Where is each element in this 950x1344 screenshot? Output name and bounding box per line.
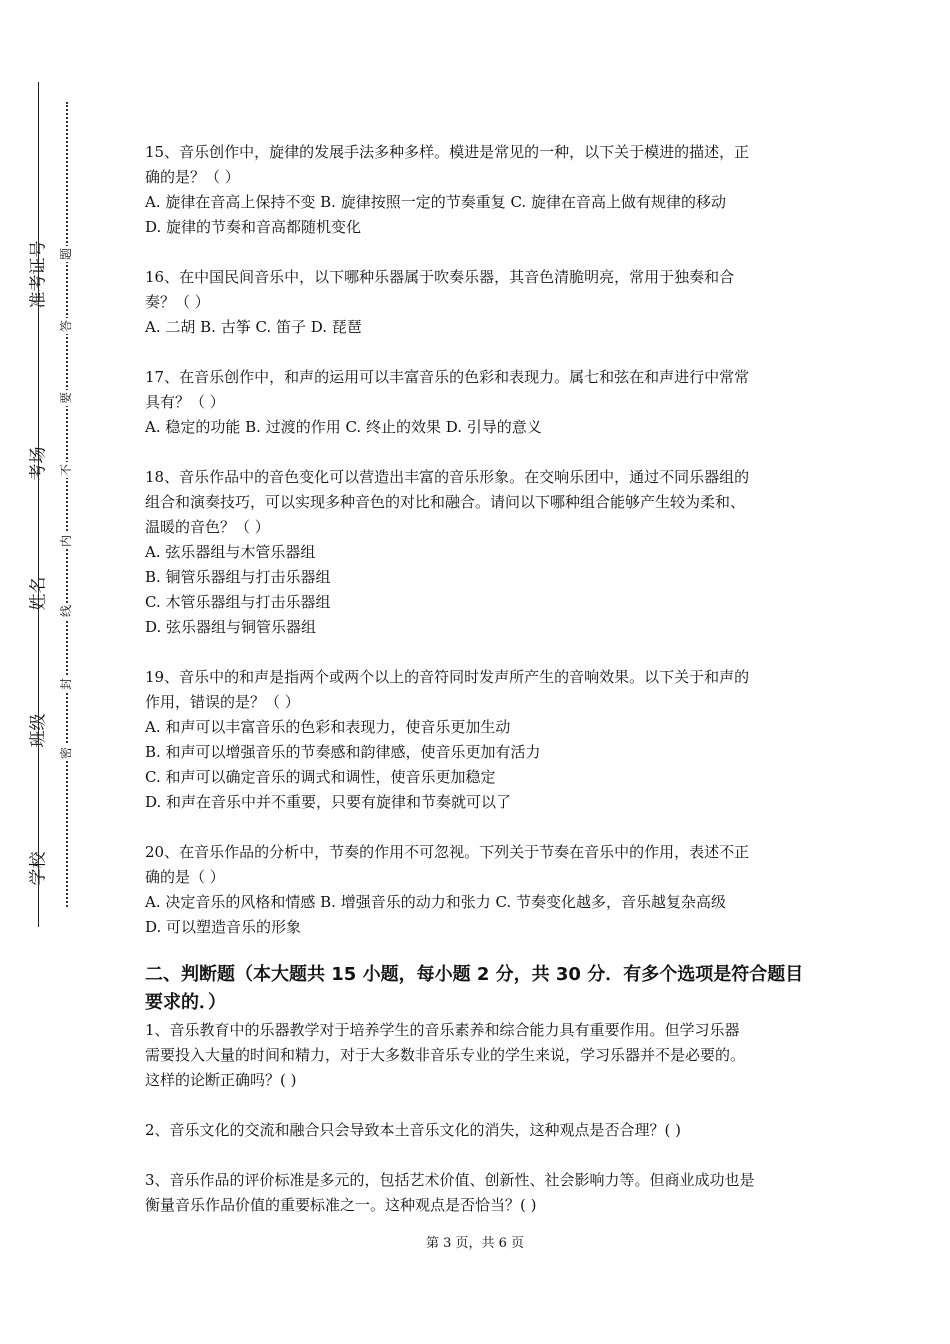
question-line: 1、音乐教育中的乐器教学对于培养学生的音乐素养和综合能力具有重要作用。但学习乐器 [145, 1021, 740, 1039]
question-20 [145, 840, 810, 940]
label-exam-id: 准考证号 [28, 240, 49, 309]
question-line: 作用，错误的是？（ ） [145, 693, 300, 711]
question-line: 18、音乐作品中的音色变化可以营造出丰富的音乐形象。在交响乐团中，通过不同乐器组的 [145, 468, 750, 486]
question-line: 这样的论断正确吗？( ) [145, 1071, 297, 1089]
label-exam-room: 考场 [28, 446, 49, 481]
option-line: D. 弦乐器组与铜管乐器组 [145, 618, 317, 636]
question-line: 具有？（ ） [145, 393, 225, 411]
option-line: B. 铜管乐器组与打击乐器组 [145, 568, 331, 586]
question-line: 确的是（ ） [145, 868, 225, 886]
question-line: 2、音乐文化的交流和融合只会导致本土音乐文化的消失，这种观点是否合理？( ) [145, 1121, 682, 1139]
section-title-line: 二、判断题（本大题共 15 小题，每小题 2 分，共 30 分．有多个选项是符合题目 [145, 964, 804, 985]
question-line: 15、音乐创作中，旋律的发展手法多种多样。模进是常见的一种，以下关于模进的描述，正 [145, 143, 750, 161]
exam-content [145, 140, 810, 1243]
question-19 [145, 665, 810, 815]
seal-char: 内 [59, 535, 73, 548]
option-line: A. 稳定的功能 B. 过渡的作用 C. 终止的效果 D. 引导的意义 [145, 418, 542, 436]
seal-char: 要 [59, 392, 73, 405]
question-line: 确的是？（ ） [145, 168, 240, 186]
question-16 [145, 265, 810, 340]
question-18 [145, 465, 810, 640]
seal-char: 密 [59, 747, 73, 760]
judge-question-2 [145, 1118, 810, 1143]
option-line: C. 和声可以确定音乐的调式和调性，使音乐更加稳定 [145, 768, 496, 786]
option-line: A. 二胡 B. 古筝 C. 笛子 D. 琵琶 [145, 318, 362, 336]
question-line: 衡量音乐作品价值的重要标准之一。这种观点是否恰当？( ) [145, 1196, 537, 1214]
question-line: 3、音乐作品的评价标准是多元的，包括艺术价值、创新性、社会影响力等。但商业成功也是 [145, 1171, 755, 1189]
option-line: A. 和声可以丰富音乐的色彩和表现力，使音乐更加生动 [145, 718, 511, 736]
question-line: 组合和演奏技巧，可以实现多种音色的对比和融合。请问以下哪种组合能够产生较为柔和、 [145, 493, 746, 511]
judge-question-1 [145, 1018, 810, 1093]
seal-dotted-line [66, 102, 68, 907]
question-line: 温暖的音色？（ ） [145, 518, 270, 536]
question-line: 需要投入大量的时间和精力，对于大多数非音乐专业的学生来说，学习乐器并不是必要的。 [145, 1046, 746, 1064]
section-title-line: 要求的．） [145, 992, 226, 1013]
seal-char: 封 [59, 678, 73, 691]
question-line: 20、在音乐作品的分析中，节奏的作用不可忽视。下列关于节奏在音乐中的作用，表述不正 [145, 843, 750, 861]
seal-char: 答 [59, 320, 73, 333]
page-footer: 第 3 页，共 6 页 [425, 1236, 525, 1251]
option-line: D. 和声在音乐中并不重要，只要有旋律和节奏就可以了 [145, 793, 512, 811]
option-line: A. 弦乐器组与木管乐器组 [145, 543, 316, 561]
section-2-heading [145, 962, 810, 1016]
option-line: C. 木管乐器组与打击乐器组 [145, 593, 331, 611]
question-15 [145, 140, 810, 240]
label-class: 班级 [28, 713, 49, 748]
seal-char: 不 [59, 464, 73, 477]
question-17 [145, 365, 810, 440]
question-line: 17、在音乐创作中，和声的运用可以丰富音乐的色彩和表现力。属七和弦在和声进行中常常 [145, 368, 750, 386]
seal-char: 题 [59, 248, 73, 261]
option-line: D. 旋律的节奏和音高都随机变化 [145, 218, 362, 236]
judge-question-3 [145, 1168, 810, 1218]
question-line: 16、在中国民间音乐中，以下哪种乐器属于吹奏乐器，其音色清脆明亮，常用于独奏和合 [145, 268, 735, 286]
label-name: 姓名 [28, 576, 49, 611]
seal-char: 线 [59, 605, 73, 618]
binding-strip [0, 0, 110, 1344]
binding-solid-line [38, 82, 39, 927]
option-line: A. 旋律在音高上保持不变 B. 旋律按照一定的节奏重复 C. 旋律在音高上做有规律的移动 [145, 193, 726, 211]
option-line: A. 决定音乐的风格和情感 B. 增强音乐的动力和张力 C. 节奏变化越多，音乐越复杂高级 [145, 893, 726, 911]
question-line: 19、音乐中的和声是指两个或两个以上的音符同时发声所产生的音响效果。以下关于和声的 [145, 668, 750, 686]
option-line: B. 和声可以增强音乐的节奏感和韵律感，使音乐更加有活力 [145, 743, 541, 761]
option-line: D. 可以塑造音乐的形象 [145, 918, 302, 936]
question-line: 奏？（ ） [145, 293, 210, 311]
label-school: 学校 [28, 851, 49, 886]
